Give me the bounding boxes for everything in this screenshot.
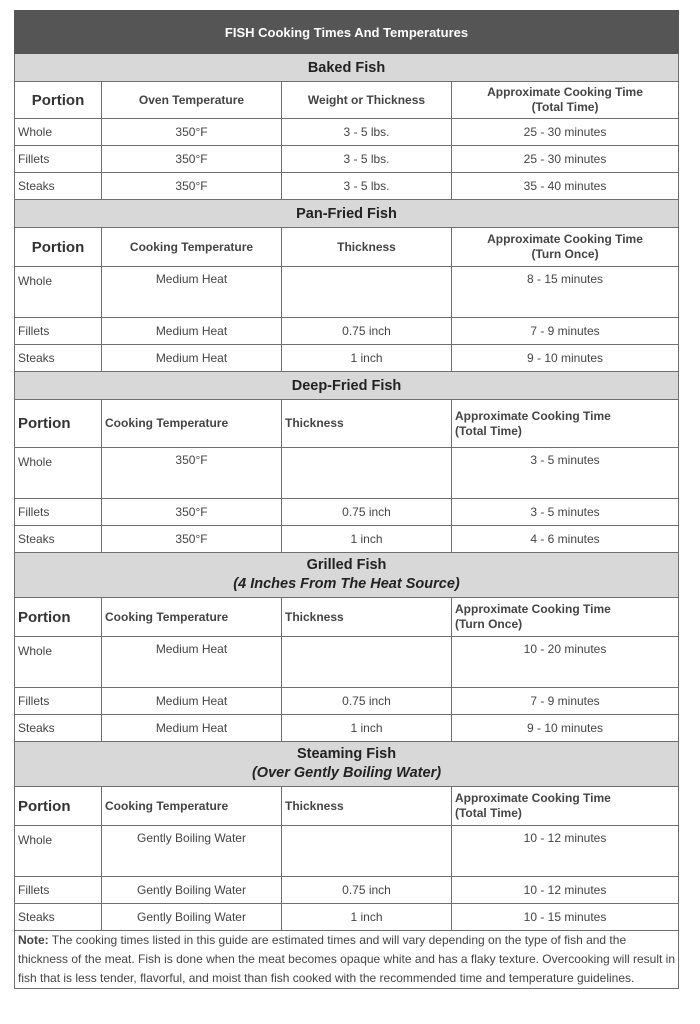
thickness-cell: 1 inch <box>282 526 452 553</box>
column-header-time-note: (Total Time) <box>455 806 522 820</box>
column-header-time-note: (Turn Once) <box>531 247 599 261</box>
column-header-time-label: Approximate Cooking Time <box>487 232 643 246</box>
table-row <box>15 904 679 931</box>
column-header-time-note: (Total Time) <box>455 423 522 438</box>
fish-cooking-table <box>14 10 679 989</box>
time-cell: 25 - 30 minutes <box>452 146 679 173</box>
section-title-text: Steaming Fish <box>296 746 397 762</box>
section-header-pan-fried <box>15 200 679 228</box>
column-header-time-label: Approximate Cooking Time <box>455 602 611 616</box>
table-row <box>15 688 679 715</box>
temperature-cell: Medium Heat <box>102 345 282 372</box>
column-header-portion: Portion <box>15 228 102 267</box>
column-header-portion: Portion <box>15 787 102 826</box>
section-title <box>15 553 679 598</box>
column-header-temperature: Cooking Temperature <box>102 787 282 826</box>
portion-cell: Fillets <box>15 877 102 904</box>
column-header-thickness: Thickness <box>282 228 452 267</box>
temperature-cell: Medium Heat <box>102 318 282 345</box>
thickness-cell: 1 inch <box>282 904 452 931</box>
thickness-cell: 3 - 5 lbs. <box>282 119 452 146</box>
temperature-cell: Gently Boiling Water <box>102 904 282 931</box>
column-header-time <box>452 787 679 826</box>
table-row <box>15 448 679 499</box>
temperature-cell: 350°F <box>102 173 282 200</box>
column-header-time-note: (Turn Once) <box>455 617 523 631</box>
portion-cell: Whole <box>15 637 102 688</box>
column-header-row <box>15 228 679 267</box>
temperature-cell: Gently Boiling Water <box>102 877 282 904</box>
time-cell: 10 - 12 minutes <box>452 877 679 904</box>
thickness-cell: 0.75 inch <box>282 499 452 526</box>
column-header-time-label: Approximate Cooking Time <box>487 85 643 99</box>
temperature-cell: Medium Heat <box>102 715 282 742</box>
thickness-cell: 3 - 5 lbs. <box>282 173 452 200</box>
table-row <box>15 345 679 372</box>
thickness-cell <box>282 267 452 318</box>
column-header-time-note: (Total Time) <box>531 100 599 114</box>
column-header-time <box>452 228 679 267</box>
thickness-cell: 3 - 5 lbs. <box>282 146 452 173</box>
column-header-time <box>452 400 679 448</box>
table-row <box>15 877 679 904</box>
column-header-time-label: Approximate Cooking Time <box>455 791 611 805</box>
chart-title-row <box>15 11 679 54</box>
time-cell: 25 - 30 minutes <box>452 119 679 146</box>
section-title <box>15 742 679 787</box>
column-header-temperature: Oven Temperature <box>102 82 282 119</box>
section-subtitle: (Over Gently Boiling Water) <box>251 765 442 781</box>
section-header-baked <box>15 54 679 82</box>
section-title-text: Grilled Fish <box>306 557 387 573</box>
portion-cell: Fillets <box>15 499 102 526</box>
table-row <box>15 499 679 526</box>
thickness-cell <box>282 826 452 877</box>
thickness-cell: 1 inch <box>282 345 452 372</box>
temperature-cell: 350°F <box>102 146 282 173</box>
column-header-time-label: Approximate Cooking Time <box>455 408 611 423</box>
temperature-cell: 350°F <box>102 499 282 526</box>
section-title: Baked Fish <box>15 54 679 82</box>
column-header-time <box>452 598 679 637</box>
section-header-grilled <box>15 553 679 598</box>
column-header-thickness: Thickness <box>282 400 452 448</box>
column-header-row <box>15 82 679 119</box>
temperature-cell: Medium Heat <box>102 637 282 688</box>
time-cell: 35 - 40 minutes <box>452 173 679 200</box>
column-header-row <box>15 400 679 448</box>
cooking-chart <box>14 10 678 989</box>
temperature-cell: Gently Boiling Water <box>102 826 282 877</box>
time-cell: 10 - 15 minutes <box>452 904 679 931</box>
note <box>15 931 679 989</box>
column-header-temperature: Cooking Temperature <box>102 400 282 448</box>
temperature-cell: Medium Heat <box>102 267 282 318</box>
thickness-cell: 0.75 inch <box>282 318 452 345</box>
section-header-steaming <box>15 742 679 787</box>
chart-title: FISH Cooking Times And Temperatures <box>15 11 679 54</box>
time-cell: 3 - 5 minutes <box>452 499 679 526</box>
column-header-temperature: Cooking Temperature <box>102 228 282 267</box>
portion-cell: Whole <box>15 448 102 499</box>
portion-cell: Steaks <box>15 173 102 200</box>
column-header-row <box>15 598 679 637</box>
column-header-portion: Portion <box>15 400 102 448</box>
column-header-time <box>452 82 679 119</box>
portion-cell: Steaks <box>15 904 102 931</box>
section-title: Deep-Fried Fish <box>15 372 679 400</box>
column-header-portion: Portion <box>15 598 102 637</box>
time-cell: 7 - 9 minutes <box>452 688 679 715</box>
time-cell: 9 - 10 minutes <box>452 715 679 742</box>
note-label: Note: <box>18 933 49 947</box>
section-title: Pan-Fried Fish <box>15 200 679 228</box>
note-row <box>15 931 679 989</box>
portion-cell: Whole <box>15 826 102 877</box>
time-cell: 3 - 5 minutes <box>452 448 679 499</box>
section-header-deep-fried <box>15 372 679 400</box>
table-row <box>15 173 679 200</box>
column-header-temperature: Cooking Temperature <box>102 598 282 637</box>
time-cell: 9 - 10 minutes <box>452 345 679 372</box>
portion-cell: Whole <box>15 267 102 318</box>
table-row <box>15 826 679 877</box>
thickness-cell: 0.75 inch <box>282 688 452 715</box>
thickness-cell: 1 inch <box>282 715 452 742</box>
portion-cell: Fillets <box>15 318 102 345</box>
column-header-thickness: Weight or Thickness <box>282 82 452 119</box>
time-cell: 10 - 20 minutes <box>452 637 679 688</box>
temperature-cell: 350°F <box>102 119 282 146</box>
note-text: The cooking times listed in this guide are estimated times and will vary depending on the type of fish and the thickness of the meat. Fish is done when the meat becomes opaque white and has a flaky texture. Overcooking will result in fish that is less tender, flavorful, and moist than fish cooked with the recommended time and temperature guidelines. <box>18 933 676 985</box>
time-cell: 10 - 12 minutes <box>452 826 679 877</box>
portion-cell: Steaks <box>15 715 102 742</box>
table-row <box>15 637 679 688</box>
column-header-portion: Portion <box>15 82 102 119</box>
portion-cell: Fillets <box>15 688 102 715</box>
temperature-cell: 350°F <box>102 526 282 553</box>
portion-cell: Whole <box>15 119 102 146</box>
table-row <box>15 146 679 173</box>
temperature-cell: Medium Heat <box>102 688 282 715</box>
table-row <box>15 715 679 742</box>
thickness-cell: 0.75 inch <box>282 877 452 904</box>
temperature-cell: 350°F <box>102 448 282 499</box>
column-header-row <box>15 787 679 826</box>
thickness-cell <box>282 448 452 499</box>
time-cell: 8 - 15 minutes <box>452 267 679 318</box>
column-header-thickness: Thickness <box>282 787 452 826</box>
portion-cell: Steaks <box>15 526 102 553</box>
section-subtitle: (4 Inches From The Heat Source) <box>233 576 460 592</box>
column-header-thickness: Thickness <box>282 598 452 637</box>
table-row <box>15 526 679 553</box>
portion-cell: Steaks <box>15 345 102 372</box>
time-cell: 7 - 9 minutes <box>452 318 679 345</box>
portion-cell: Fillets <box>15 146 102 173</box>
thickness-cell <box>282 637 452 688</box>
table-row <box>15 318 679 345</box>
table-row <box>15 119 679 146</box>
table-row <box>15 267 679 318</box>
time-cell: 4 - 6 minutes <box>452 526 679 553</box>
